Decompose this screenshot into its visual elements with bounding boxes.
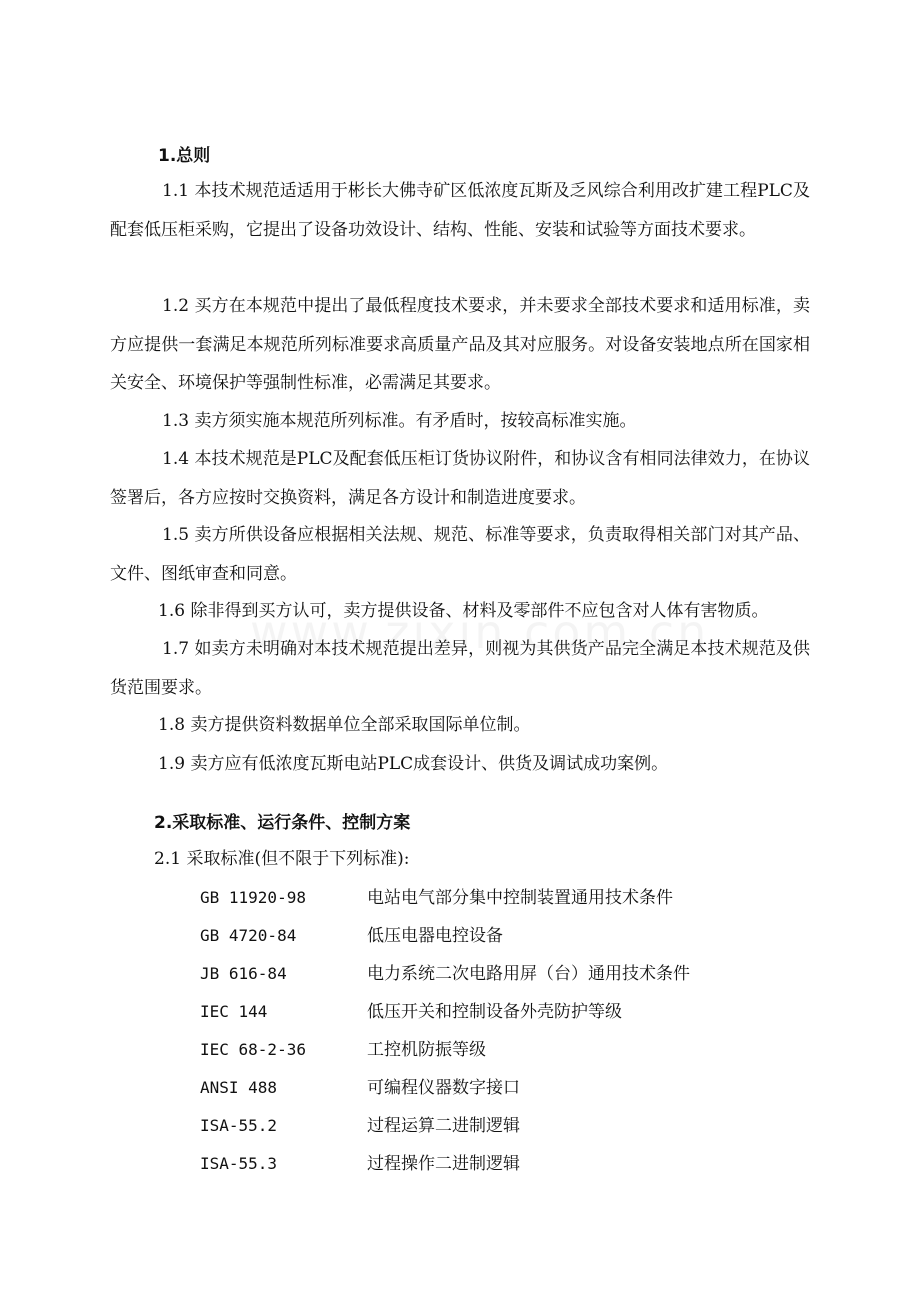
paragraph-1-9: 1.9 卖方应有低浓度瓦斯电站PLC成套设计、供货及调试成功案例。 [158, 754, 669, 774]
standard-code: IEC 144 [200, 1002, 268, 1021]
standard-code: GB 11920-98 [200, 888, 306, 907]
section-2-title: 2.采取标准、运行条件、控制方案 [154, 813, 411, 833]
standard-code: ISA-55.3 [200, 1154, 278, 1173]
standard-code: ANSI 488 [200, 1078, 278, 1097]
paragraph-1-2: 1.2 买方在本规范中提出了最低程度技术要求，并未要求全部技术要求和适用标准，卖方应提供一套满足本规范所列标准要求高质量产品及其对应服务。对设备安装地点所在国家相关安全、环境保护等强制性标准，必需满足其要求。 [110, 296, 810, 393]
section-1-title: 1.总则 [158, 146, 211, 166]
standard-code: GB 4720-84 [200, 926, 297, 945]
standard-desc: 过程运算二进制逻辑 [367, 1116, 520, 1136]
standard-desc: 工控机防振等级 [367, 1040, 486, 1060]
standard-desc: 可编程仪器数字接口 [367, 1078, 520, 1098]
standard-desc: 过程操作二进制逻辑 [367, 1154, 520, 1174]
paragraph-1-1: 1.1 本技术规范适适用于彬长大佛寺矿区低浓度瓦斯及乏风综合利用改扩建工程PLC及配套低压柜采购，它提出了设备功效设计、结构、性能、安装和试验等方面技术要求。 [110, 181, 810, 240]
paragraph-1-5: 1.5 卖方所供设备应根据相关法规、规范、标准等要求，负责取得相关部门对其产品、文件、图纸审查和同意。 [110, 525, 810, 584]
paragraph-1-4: 1.4 本技术规范是PLC及配套低压柜订货协议附件，和协议含有相同法律效力，在协议签署后，各方应按时交换资料，满足各方设计和制造进度要求。 [110, 449, 810, 508]
standard-desc: 电力系统二次电路用屏（台）通用技术条件 [367, 964, 690, 984]
section-2-intro: 2.1 采取标准(但不限于下列标准): [154, 849, 410, 869]
paragraph-1-8: 1.8 卖方提供资料数据单位全部采取国际单位制。 [158, 715, 531, 735]
standard-desc: 低压电器电控设备 [367, 926, 503, 946]
paragraph-1-6: 1.6 除非得到买方认可，卖方提供设备、材料及零部件不应包含对人体有害物质。 [158, 601, 769, 621]
paragraph-1-7: 1.7 如卖方未明确对本技术规范提出差异，则视为其供货产品完全满足本技术规范及供货范围要求。 [110, 639, 810, 698]
paragraph-1-3: 1.3 卖方须实施本规范所列标准。有矛盾时，按较高标准实施。 [162, 411, 637, 431]
standard-code: IEC 68-2-36 [200, 1040, 306, 1059]
standard-code: JB 616-84 [200, 964, 287, 983]
standard-code: ISA-55.2 [200, 1116, 278, 1135]
standard-desc: 低压开关和控制设备外壳防护等级 [367, 1002, 622, 1022]
standard-desc: 电站电气部分集中控制装置通用技术条件 [367, 888, 673, 908]
